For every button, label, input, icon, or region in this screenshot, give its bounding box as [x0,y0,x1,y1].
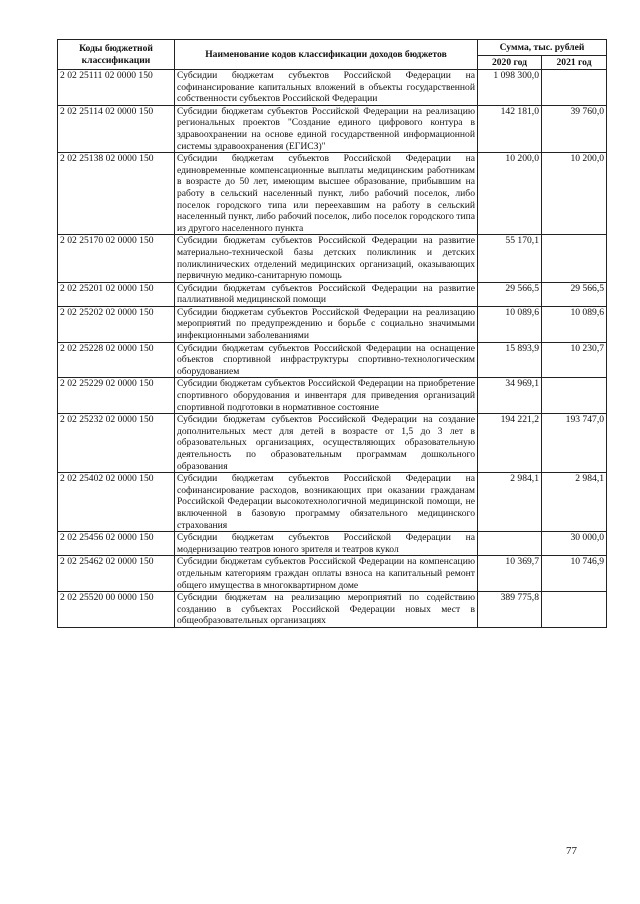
value-2020-cell: 15 893,9 [478,342,542,378]
value-2020-cell: 10 369,7 [478,556,542,592]
value-2021-cell [542,70,607,106]
code-cell: 2 02 25138 02 0000 150 [58,153,175,235]
code-cell: 2 02 25170 02 0000 150 [58,235,175,282]
name-cell: Субсидии бюджетам субъектов Российской Федерации на компенсацию отдельным категориям граждан оплаты взноса на капитальный ремонт общего имущества в многоквартирном доме [175,556,478,592]
value-2020-cell [478,532,542,556]
name-cell: Субсидии бюджетам субъектов Российской Федерации на единовременные компенсационные выплаты медицинским работникам в возрасте до 50 лет, имеющим высшее образование, прибывшим на работу в сельский населенный пункт, либо рабочий поселок, либо поселок городского типа или переехавшим на работу в сельский населенный пункт, либо рабочий поселок, либо поселок городского типа из другого населенного пункта [175,153,478,235]
name-cell: Субсидии бюджетам субъектов Российской Федерации на софинансирование расходов, возникающих при оказании гражданам Российской Федерации высокотехнологичной медицинской помощи, не включенной в базовую программу обязательного медицинского страхования [175,473,478,532]
value-2020-cell: 10 200,0 [478,153,542,235]
name-cell: Субсидии бюджетам субъектов Российской Федерации на реализацию региональных проектов "Создание единого цифрового контура в здравоохранении на основе единой государственной информационной системы здравоохранения (ЕГИСЗ)" [175,105,478,152]
table-row [58,235,607,282]
table-row [58,105,607,152]
table-row [58,378,607,414]
code-cell: 2 02 25201 02 0000 150 [58,282,175,306]
code-cell: 2 02 25402 02 0000 150 [58,473,175,532]
value-2020-cell: 55 170,1 [478,235,542,282]
code-cell: 2 02 25229 02 0000 150 [58,378,175,414]
page-number: 77 [566,845,577,857]
table-row [58,556,607,592]
value-2021-cell [542,592,607,628]
header-year-2021: 2021 год [542,56,607,70]
name-cell: Субсидии бюджетам субъектов Российской Федерации на модернизацию театров юного зрителя и театров кукол [175,532,478,556]
table-row [58,592,607,628]
value-2021-cell: 29 566,5 [542,282,607,306]
table-row [58,306,607,342]
value-2020-cell: 29 566,5 [478,282,542,306]
value-2021-cell: 193 747,0 [542,414,607,473]
header-year-2020: 2020 год [478,56,542,70]
header-sum: Сумма, тыс. рублей [478,40,607,56]
value-2021-cell: 30 000,0 [542,532,607,556]
name-cell: Субсидии бюджетам субъектов Российской Федерации на развитие паллиативной медицинской помощи [175,282,478,306]
name-cell: Субсидии бюджетам субъектов Российской Федерации на софинансирование капитальных вложений в объекты государственной собственности субъектов Российской Федерации [175,70,478,106]
code-cell: 2 02 25232 02 0000 150 [58,414,175,473]
value-2020-cell: 10 089,6 [478,306,542,342]
table-row [58,70,607,106]
name-cell: Субсидии бюджетам субъектов Российской Федерации на реализацию мероприятий по предупреждению и борьбе с социально значимыми инфекционными заболеваниями [175,306,478,342]
table-row [58,473,607,532]
budget-income-table [57,39,607,628]
header-code: Коды бюджетной классификации [58,40,175,70]
code-cell: 2 02 25520 00 0000 150 [58,592,175,628]
code-cell: 2 02 25111 02 0000 150 [58,70,175,106]
code-cell: 2 02 25202 02 0000 150 [58,306,175,342]
header-name: Наименование кодов классификации доходов бюджетов [175,40,478,70]
value-2021-cell: 10 200,0 [542,153,607,235]
code-cell: 2 02 25462 02 0000 150 [58,556,175,592]
value-2020-cell: 194 221,2 [478,414,542,473]
name-cell: Субсидии бюджетам субъектов Российской Федерации на приобретение спортивного оборудования и инвентаря для приведения организаций спортивной подготовки в нормативное состояние [175,378,478,414]
value-2021-cell [542,235,607,282]
value-2020-cell: 1 098 300,0 [478,70,542,106]
table-row [58,153,607,235]
name-cell: Субсидии бюджетам субъектов Российской Федерации на создание дополнительных мест для детей в возрасте от 1,5 до 3 лет в образовательных организациях, осуществляющих образовательную деятельность по образовательным программам дошкольного образования [175,414,478,473]
code-cell: 2 02 25228 02 0000 150 [58,342,175,378]
value-2021-cell: 10 089,6 [542,306,607,342]
value-2020-cell: 2 984,1 [478,473,542,532]
table-row [58,342,607,378]
name-cell: Субсидии бюджетам субъектов Российской Федерации на развитие материально-технической базы детских поликлиник и детских поликлинических отделений медицинских организаций, оказывающих первичную медико-санитарную помощь [175,235,478,282]
value-2021-cell [542,378,607,414]
value-2021-cell: 2 984,1 [542,473,607,532]
table-row [58,414,607,473]
value-2021-cell: 39 760,0 [542,105,607,152]
table-body [58,70,607,628]
table-row [58,282,607,306]
name-cell: Субсидии бюджетам на реализацию мероприятий по содействию созданию в субъектах Российской Федерации новых мест в общеобразовательных организациях [175,592,478,628]
code-cell: 2 02 25456 02 0000 150 [58,532,175,556]
code-cell: 2 02 25114 02 0000 150 [58,105,175,152]
value-2021-cell: 10 230,7 [542,342,607,378]
table-row [58,532,607,556]
name-cell: Субсидии бюджетам субъектов Российской Федерации на оснащение объектов спортивной инфраструктуры спортивно-технологическим оборудованием [175,342,478,378]
value-2021-cell: 10 746,9 [542,556,607,592]
value-2020-cell: 389 775,8 [478,592,542,628]
value-2020-cell: 34 969,1 [478,378,542,414]
value-2020-cell: 142 181,0 [478,105,542,152]
